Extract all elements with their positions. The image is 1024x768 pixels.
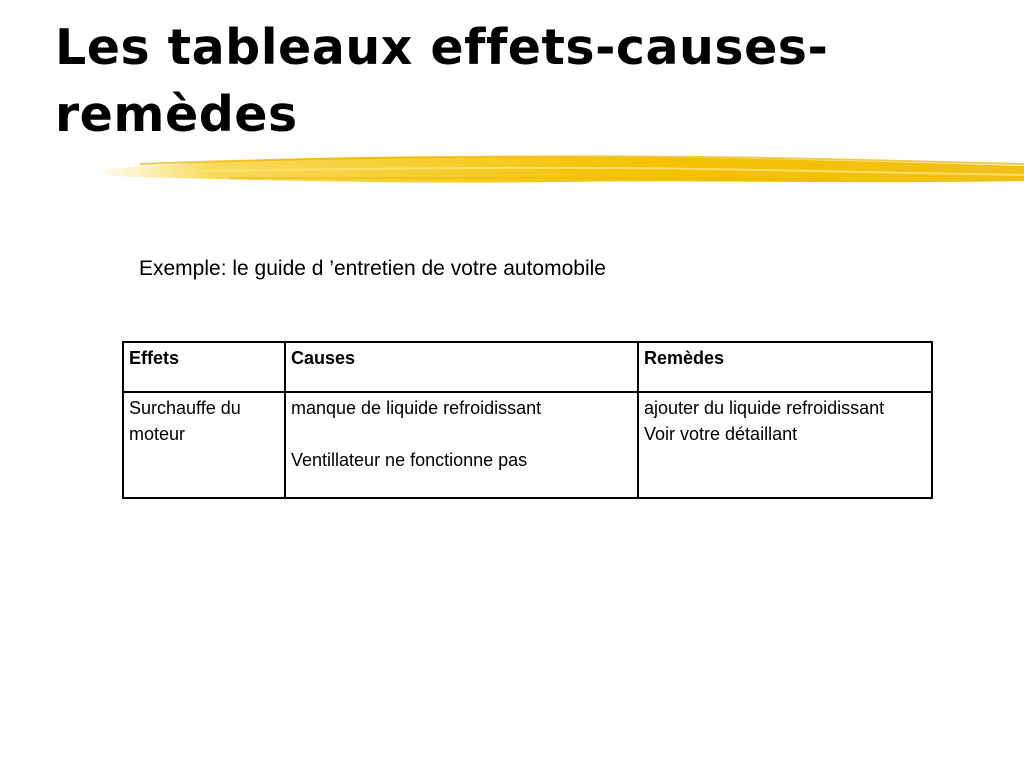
table-row [123, 392, 932, 498]
cause-1-text: manque de liquide refroidissant [291, 398, 542, 419]
effects-causes-remedies-table [122, 341, 933, 499]
column-header-effets: Effets [123, 342, 285, 392]
cell-spacer [291, 421, 632, 447]
example-caption: Exemple: le guide d ’entretien de votre automobile [139, 257, 606, 280]
effet-text: Surchauffe du moteur [129, 398, 241, 445]
cause-2-text: Ventillateur ne fonctionne pas [291, 450, 528, 471]
column-header-remedes: Remèdes [638, 342, 932, 392]
remede-1-text: ajouter du liquide refroidissant [644, 398, 885, 419]
slide-title: Les tableaux effets-causes-remèdes [55, 19, 829, 143]
remede-2-text: Voir votre détaillant [644, 424, 798, 445]
cell-remedes [638, 392, 932, 498]
cell-effet [123, 392, 285, 498]
cell-causes [285, 392, 638, 498]
column-header-causes: Causes [285, 342, 638, 392]
table-header-row [123, 342, 932, 392]
